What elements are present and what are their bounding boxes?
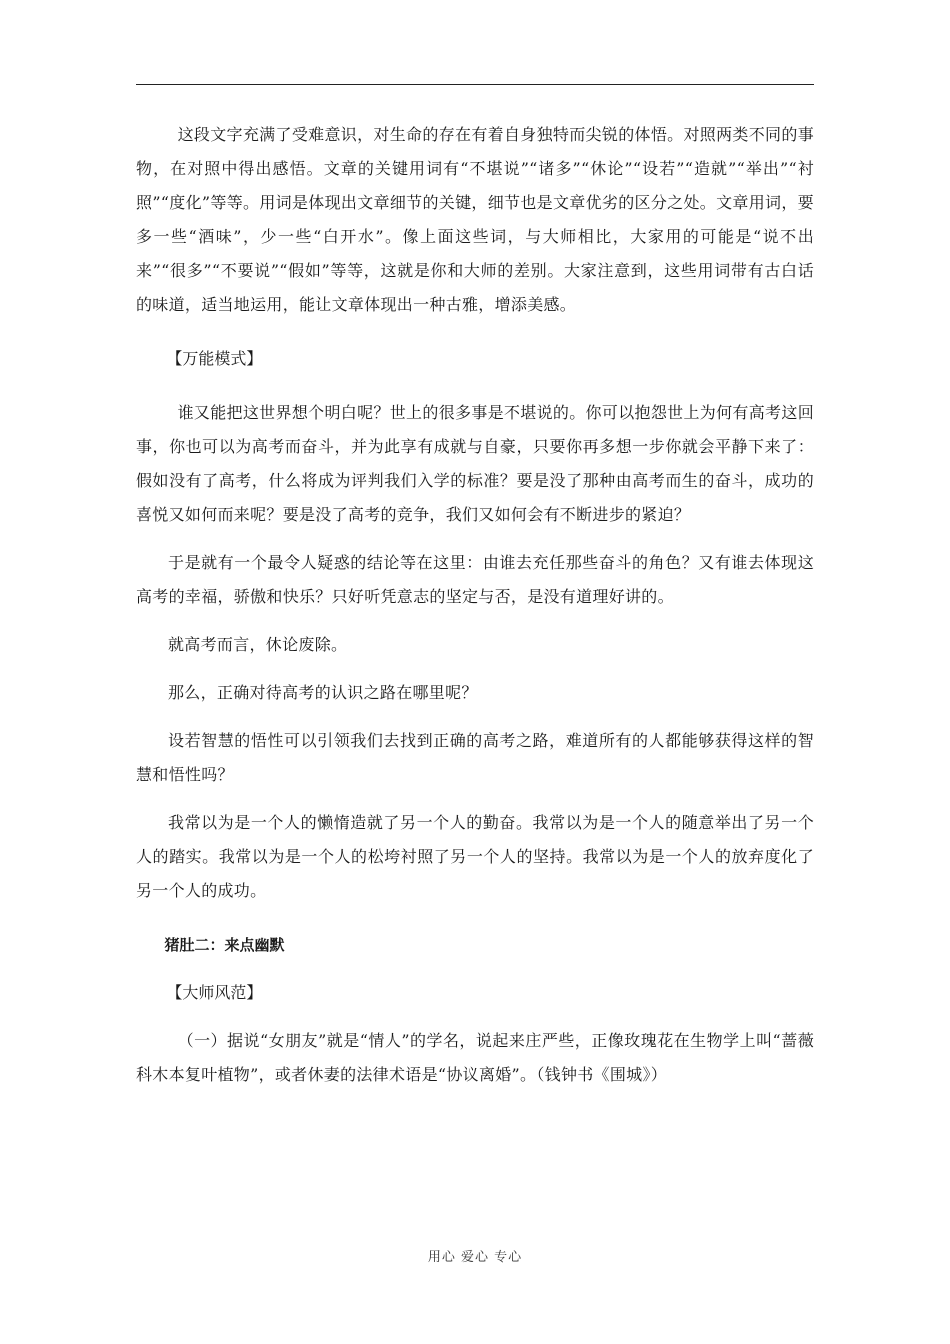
paragraph-quote-weicheng: （一）据说“女朋友”就是“情人”的学名，说起来庄严些，正像玫瑰花在生物学上叫“蔷薇科木本复叶植物”，或者休妻的法律术语是“协议离婚”。（钱钟书《围城》） — [136, 1031, 814, 1084]
section-heading-humor: 猪肚二：来点幽默 — [164, 936, 285, 954]
paragraph-example-5: 设若智慧的悟性可以引领我们去找到正确的高考之路，难道所有的人都能够获得这样的智慧和悟性吗？ — [136, 731, 814, 784]
paragraph-example-3: 就高考而言，休论废除。 — [168, 635, 348, 654]
header-rule — [136, 84, 814, 85]
document-body — [136, 118, 814, 1092]
paragraph-analysis: 这段文字充满了受难意识，对生命的存在有着自身独特而尖锐的体悟。对照两类不同的事物，在对照中得出感悟。文章的关键用词有“不堪说”“诸多”“休论”“设若”“造就”“举出”“衬照”“度化”等等。用词是体现出文章细节的关键，细节也是文章优劣的区分之处。文章用词，要多一些“酒味”，少一些“白开水”。像上面这些词，与大师相比，大家用的可能是“说不出来”“很多”“不要说”“假如”等等，这就是你和大师的差别。大家注意到，这些用词带有古白话的味道，适当地运用，能让文章体现出一种古雅，增添美感。 — [136, 125, 814, 314]
paragraph-example-6: 我常以为是一个人的懒惰造就了另一个人的勤奋。我常以为是一个人的随意举出了另一个人的踏实。我常以为是一个人的松垮衬照了另一个人的坚持。我常以为是一个人的放弃度化了另一个人的成功。 — [136, 813, 814, 900]
paragraph-example-4: 那么，正确对待高考的认识之路在哪里呢？ — [168, 683, 478, 702]
page-footer: 用心 爱心 专心 — [427, 1250, 523, 1265]
section-heading-master-style: 【大师风范】 — [166, 983, 263, 1002]
section-heading-universal-mode: 【万能模式】 — [166, 349, 263, 368]
paragraph-example-1: 谁又能把这世界想个明白呢？世上的很多事是不堪说的。你可以抱怨世上为何有高考这回事，你也可以为高考而奋斗，并为此享有成就与自豪，只要你再多想一步你就会平静下来了：假如没有了高考，什么将成为评判我们入学的标准？要是没了那种由高考而生的奋斗，成功的喜悦又如何而来呢？要是没了高考的竞争，我们又如何会有不断进步的紧迫？ — [136, 403, 814, 524]
paragraph-example-2: 于是就有一个最令人疑惑的结论等在这里：由谁去充任那些奋斗的角色？又有谁去体现这高考的幸福，骄傲和快乐？只好听凭意志的坚定与否，是没有道理好讲的。 — [136, 553, 814, 606]
